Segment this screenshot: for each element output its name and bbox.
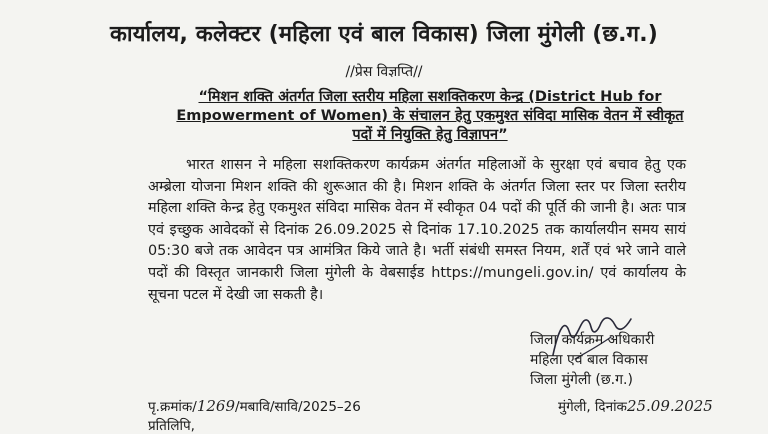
press-release-heading: //प्रेस विज्ञप्ति// bbox=[345, 64, 423, 80]
subject-line-1: “मिशन शक्ति अंतर्गत जिला स्तरीय महिला सशक्तिकरण केन्द्र (District Hub for bbox=[198, 89, 662, 105]
reference-prefix: पृ.क्रमांक/ bbox=[148, 399, 197, 415]
body-paragraph: भारत शासन ने महिला सशक्तिकरण कार्यक्रम अंतर्गत महिलाओं के सुरक्षा एवं बचाव हेतु एक अम्ब्रेला योजना मिशन शक्ति की शुरूआत की है। मिशन शक्ति के अंतर्गत जिला स्तर पर जिला स्तरीय महिला शक्ति केन्द्र हेतु एकमुश्त संविदा मासिक वेतन में स्वीकृत 04 पदों की पूर्ति की जानी है। अतः पात्र एवं इच्छुक आवेदकों से दिनांक 26.09.2025 से दिनांक 17.10.2025 तक कार्यालयीन समय सायं 05:30 बजे तक आवेदन पत्र आमंत्रित किये जाते है। भर्ती संबंधी समस्त नियम, शर्तें एवं भरे जाने वाले पदों की विस्तृत जानकारी जिला मुंगेली के वेबसाईड https://mungeli.gov.in/ एवं कार्यालय के सूचना पटल में देखी जा सकती है। bbox=[148, 157, 686, 303]
subject-heading bbox=[150, 88, 710, 145]
signatory-department: महिला एवं बाल विकास bbox=[530, 352, 648, 368]
reference-handwritten-number: 1269 bbox=[196, 397, 236, 415]
handwritten-date: 25.09.2025 bbox=[626, 397, 713, 415]
body-text bbox=[148, 155, 686, 306]
place-label: मुंगेली, दिनांक bbox=[558, 399, 627, 415]
reference-number bbox=[148, 397, 361, 415]
reference-suffix: /मबावि/सावि/2025–26 bbox=[235, 399, 361, 415]
copy-to-label: प्रतिलिपि, bbox=[148, 418, 195, 434]
signatory-block bbox=[530, 330, 654, 390]
signatory-designation: जिला कार्यक्रम अधिकारी bbox=[530, 332, 655, 348]
subject-line-2: Empowerment of Women) के संचालन हेतु एकमुश्त संविदा मासिक वेतन में स्वीकृत bbox=[176, 108, 684, 124]
subject-line-3: पदों में नियुक्ति हेतु विज्ञापन” bbox=[352, 127, 508, 143]
office-title: कार्यालय, कलेक्टर (महिला एवं बाल विकास) जिला मुंगेली (छ.ग.) bbox=[109, 22, 659, 47]
signatory-district: जिला मुंगेली (छ.ग.) bbox=[530, 372, 633, 388]
place-date bbox=[558, 397, 713, 415]
